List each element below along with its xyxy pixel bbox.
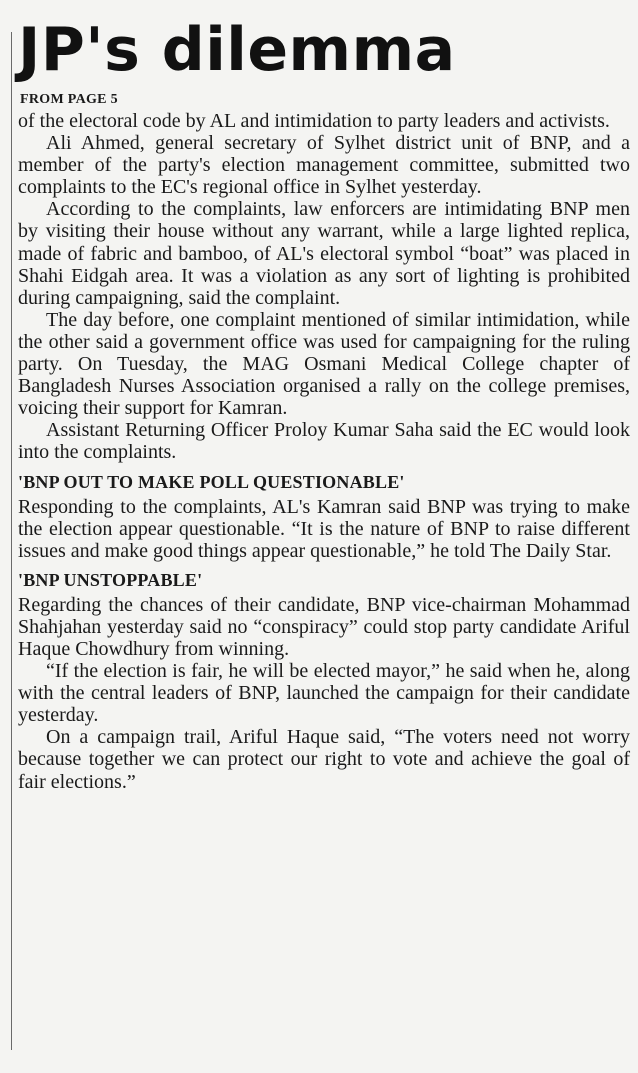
paragraph: Regarding the chances of their candidate, BNP vice-chairman Mohammad Shahjahan yesterday said no “conspiracy” could stop party candidate Ariful Haque Chowdhury from winning.	[18, 593, 630, 660]
subhead: 'BNP OUT TO MAKE POLL QUESTIONABLE'	[18, 471, 405, 492]
article-content	[18, 0, 630, 793]
column-rule	[11, 32, 12, 1050]
paragraph: On a campaign trail, Ariful Haque said, “The voters need not worry because together we can protect our right to vote and achieve the goal of fair elections.”	[18, 726, 630, 793]
paragraph: of the electoral code by AL and intimidation to party leaders and activists.	[18, 110, 610, 132]
paragraph: Ali Ahmed, general secretary of Sylhet district unit of BNP, and a member of the party's election management committee, submitted two complaints to the EC's regional office in Sylhet yesterday.	[18, 132, 630, 199]
paragraph: The day before, one complaint mentioned of similar intimidation, while the other said a government office was used for campaigning for the ruling party. On Tuesday, the MAG Osmani Medical College chapter of Bangladesh Nurses Association organised a rally on the college premises, voicing their support for Kamran.	[18, 308, 630, 420]
paragraph: Responding to the complaints, AL's Kamran said BNP was trying to make the election appear questionable. “It is the nature of BNP to raise different issues and make good things appear questionable,” he told The Daily Star.	[18, 495, 630, 562]
paragraph: According to the complaints, law enforcers are intimidating BNP men by visiting their house without any warrant, while a large lighted replica, made of fabric and bamboo, of AL's electoral symbol “boat” was placed in Shahi Eidgah area. It was a violation as any sort of lighting is prohibited during campaigning, said the complaint.	[18, 198, 630, 309]
headline: JP's dilemma	[18, 15, 456, 85]
section-body	[18, 594, 630, 793]
jump-line: FROM PAGE 5	[20, 92, 118, 107]
section-body	[18, 496, 630, 562]
article-body	[18, 110, 630, 464]
subhead: 'BNP UNSTOPPABLE'	[18, 569, 203, 590]
paragraph: “If the election is fair, he will be elected mayor,” he said when he, along with the central leaders of BNP, launched the campaign for their candidate yesterday.	[18, 660, 630, 727]
paragraph: Assistant Returning Officer Proloy Kumar Saha said the EC would look into the complaints.	[18, 419, 630, 464]
